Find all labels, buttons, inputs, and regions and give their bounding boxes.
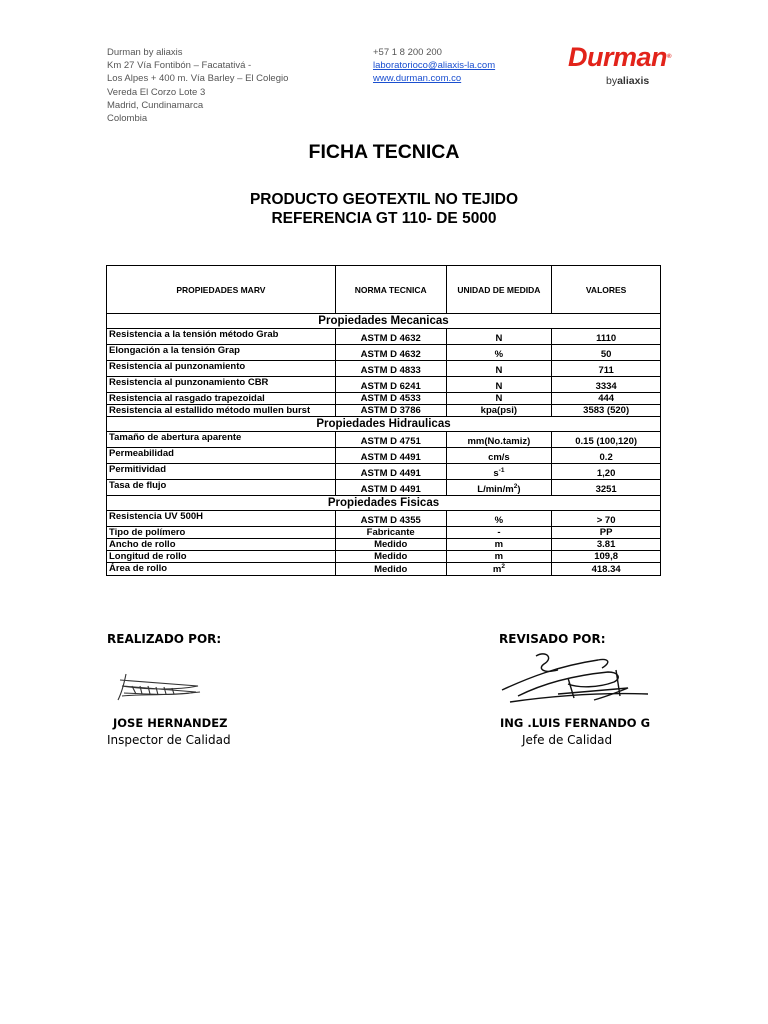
unit-cell: % (446, 511, 552, 527)
registered-mark-icon: ® (667, 54, 671, 60)
product-heading (0, 190, 768, 228)
norm-cell: ASTM D 4491 (335, 448, 446, 464)
made-by-label: REALIZADO POR: (107, 632, 222, 646)
company-address (107, 46, 288, 125)
contact-info (373, 46, 495, 86)
column-header: PROPIEDADES MARV (107, 266, 336, 314)
norm-cell: ASTM D 4491 (335, 480, 446, 496)
inspector-signature-icon (108, 660, 208, 708)
table-row (107, 551, 661, 563)
value-cell: 444 (552, 393, 661, 405)
value-cell: PP (552, 527, 661, 539)
logo-by: by (606, 75, 618, 87)
unit-superscript: 2 (513, 482, 518, 490)
unit-superscript: 2 (501, 563, 505, 570)
phone-number: +57 1 8 200 200 (373, 47, 442, 58)
reviewer-signature-icon (498, 648, 658, 708)
address-line: Durman by aliaxis (107, 47, 183, 58)
durman-logo (568, 42, 698, 92)
property-cell: Tamaño de abertura aparente (107, 432, 336, 448)
norm-cell: Fabricante (335, 527, 446, 539)
table-row (107, 563, 661, 576)
table-row (107, 329, 661, 345)
unit-text: L/min/m (477, 484, 514, 495)
unit-cell (446, 563, 552, 576)
value-cell: 3583 (520) (552, 405, 661, 417)
norm-cell: ASTM D 3786 (335, 405, 446, 417)
value-cell: > 70 (552, 511, 661, 527)
norm-cell: ASTM D 6241 (335, 377, 446, 393)
product-line: PRODUCTO GEOTEXTIL NO TEJIDO (249, 191, 519, 208)
unit-cell: % (446, 345, 552, 361)
address-line: Km 27 Vía Fontibón – Facatativá - (107, 60, 252, 72)
value-cell: 711 (552, 361, 661, 377)
logo-tagline (606, 75, 649, 87)
inspector-role: Inspector de Calidad (107, 733, 231, 747)
value-cell: 1110 (552, 329, 661, 345)
website-link[interactable]: www.durman.com.co (373, 73, 462, 85)
unit-cell: cm/s (446, 448, 552, 464)
value-cell: 3.81 (552, 539, 661, 551)
property-cell: Resistencia a la tensión método Grab (107, 329, 336, 345)
inspector-name: JOSE HERNANDEZ (113, 716, 228, 730)
property-cell: Tasa de flujo (107, 480, 336, 496)
norm-cell: ASTM D 4751 (335, 432, 446, 448)
property-cell: Elongación a la tensión Grap (107, 345, 336, 361)
section-title: Propiedades Fisicas (107, 496, 661, 511)
section-title: Propiedades Hidraulicas (107, 417, 661, 432)
unit-cell (446, 480, 552, 496)
reviewed-by-label: REVISADO POR: (499, 632, 606, 646)
property-cell: Permitividad (107, 464, 336, 480)
table-row (107, 480, 661, 496)
table-row (107, 377, 661, 393)
property-cell: Resistencia al punzonamiento CBR (107, 377, 336, 393)
property-cell: Ancho de rollo (107, 539, 336, 551)
address-line: Los Alpes + 400 m. Vía Barley – El Colegio (107, 73, 289, 85)
norm-cell: ASTM D 4533 (335, 393, 446, 405)
unit-cell: - (446, 527, 552, 539)
value-cell: 418.34 (552, 563, 661, 576)
norm-cell: Medido (335, 563, 446, 576)
table-row (107, 405, 661, 417)
specification-table (106, 265, 661, 576)
document-title: FICHA TECNICA (308, 141, 460, 163)
reviewer-name: ING .LUIS FERNANDO G (500, 716, 651, 730)
unit-text: m (492, 564, 502, 576)
unit-cell: mm(No.tamiz) (446, 432, 552, 448)
unit-cell: m (446, 551, 552, 563)
table-row (107, 464, 661, 480)
unit-text: s (493, 468, 499, 479)
value-cell: 0.2 (552, 448, 661, 464)
reference-line: REFERENCIA GT 110- DE 5000 (271, 210, 497, 227)
table-row (107, 539, 661, 551)
email-link[interactable]: laboratorioco@aliaxis-la.com (373, 60, 496, 72)
property-cell: Resistencia al punzonamiento (107, 361, 336, 377)
logo-wordmark: Durman (568, 42, 668, 72)
unit-cell: N (446, 329, 552, 345)
value-cell: 50 (552, 345, 661, 361)
property-cell: Resistencia al rasgado trapezoidal (107, 393, 336, 405)
address-line: Madrid, Cundinamarca (107, 99, 204, 111)
unit-cell: m (446, 539, 552, 551)
logo-brand: aliaxis (617, 75, 650, 87)
norm-cell: ASTM D 4632 (335, 345, 446, 361)
table-row (107, 527, 661, 539)
norm-cell: ASTM D 4491 (335, 464, 446, 480)
unit-tail: ) (517, 484, 521, 495)
address-line: Colombia (107, 113, 148, 125)
norm-cell: Medido (335, 551, 446, 563)
column-header: UNIDAD DE MEDIDA (446, 266, 552, 314)
table-header-row (107, 266, 661, 314)
norm-cell: ASTM D 4355 (335, 511, 446, 527)
value-cell: 0.15 (100,120) (552, 432, 661, 448)
norm-cell: Medido (335, 539, 446, 551)
unit-cell: N (446, 361, 552, 377)
norm-cell: ASTM D 4833 (335, 361, 446, 377)
unit-superscript: -1 (498, 466, 505, 474)
column-header: NORMA TECNICA (335, 266, 446, 314)
unit-cell: N (446, 393, 552, 405)
value-cell: 3334 (552, 377, 661, 393)
property-cell: Permeabilidad (107, 448, 336, 464)
unit-cell (446, 464, 552, 480)
table-row (107, 345, 661, 361)
table-row (107, 361, 661, 377)
section-title: Propiedades Mecanicas (107, 314, 661, 329)
value-cell: 3251 (552, 480, 661, 496)
property-cell: Resistencia al estallido método mullen burst (107, 405, 336, 417)
table-row (107, 393, 661, 405)
value-cell: 1,20 (552, 464, 661, 480)
reviewer-role: Jefe de Calidad (522, 733, 613, 747)
table-row (107, 432, 661, 448)
unit-cell: kpa(psi) (446, 405, 552, 417)
value-cell: 109,8 (552, 551, 661, 563)
table-row (107, 448, 661, 464)
property-cell: Longitud de rollo (107, 551, 336, 563)
property-cell: Área de rollo (107, 563, 336, 576)
table-row (107, 511, 661, 527)
property-cell: Resistencia UV 500H (107, 511, 336, 527)
column-header: VALORES (552, 266, 661, 314)
norm-cell: ASTM D 4632 (335, 329, 446, 345)
address-line: Vereda El Corzo Lote 3 (107, 86, 206, 98)
unit-cell: N (446, 377, 552, 393)
property-cell: Tipo de polímero (107, 527, 336, 539)
